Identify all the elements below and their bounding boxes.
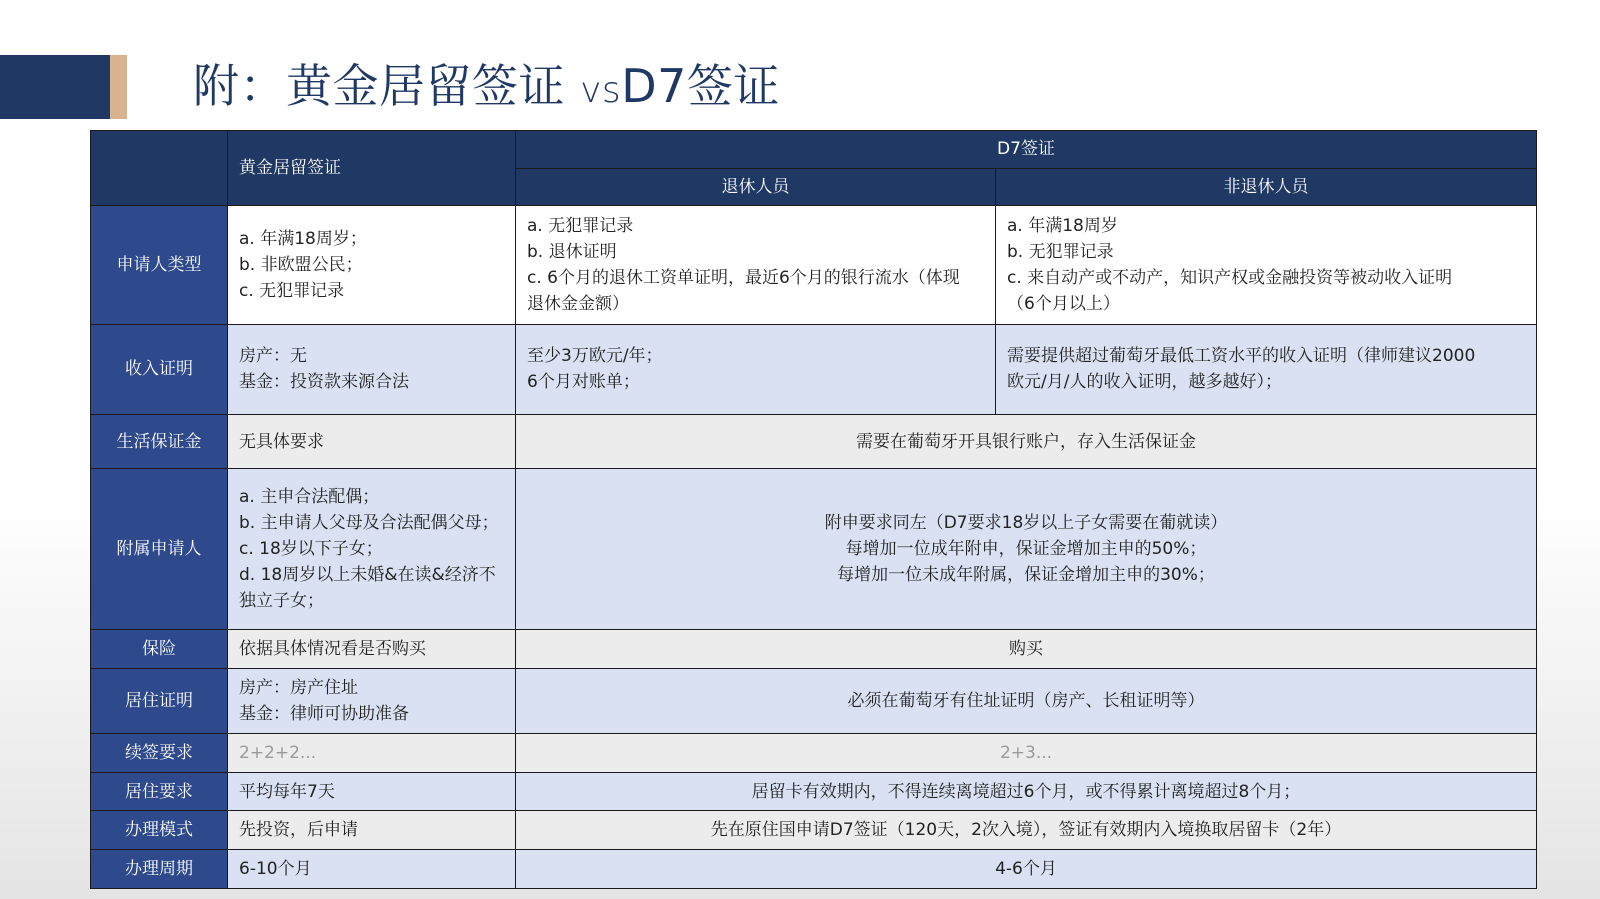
- text-line: 退休金金额）: [527, 293, 629, 314]
- row-deposit: [91, 415, 1537, 469]
- residence-proof-golden: [228, 668, 516, 733]
- header-non-retired: 非退休人员: [996, 168, 1537, 206]
- text-line: b. 退休证明: [527, 241, 617, 262]
- text-line: d. 18周岁以上未婚&在读&经济不: [239, 565, 496, 586]
- renewal-d7: 2+3...: [516, 734, 1537, 773]
- period-golden: 6-10个月: [228, 850, 516, 889]
- mode-d7: 先在原住国申请D7签证（120天，2次入境），签证有效期内入境换取居留卡（2年）: [516, 811, 1537, 850]
- text-line: c. 6个月的退休工资单证明，最近6个月的银行流水（体现: [527, 267, 960, 288]
- header-d7: D7签证: [516, 131, 1537, 169]
- text-line: 欧元/月/人的收入证明，越多越好）；: [1007, 372, 1282, 393]
- row-applicant: [91, 206, 1537, 324]
- title-prefix: 附：黄金居留签证: [193, 59, 565, 113]
- residence-proof-d7: 必须在葡萄牙有住址证明（房产、长租证明等）: [516, 668, 1537, 733]
- text-line: 至少3万欧元/年；: [527, 346, 663, 367]
- dependents-d7: [516, 469, 1537, 630]
- text-line: a. 年满18周岁；: [239, 228, 367, 249]
- text-line: 独立子女；: [239, 591, 324, 612]
- accent-bar-tan: [110, 55, 127, 119]
- row-insurance: [91, 630, 1537, 669]
- row-label-income: 收入证明: [91, 324, 228, 415]
- insurance-d7: 购买: [516, 630, 1537, 669]
- row-stay: [91, 772, 1537, 811]
- row-dependents: [91, 469, 1537, 630]
- applicant-golden: [228, 206, 516, 324]
- row-residence-proof: [91, 668, 1537, 733]
- header-row-1: [91, 131, 1537, 169]
- text-line: b. 非欧盟公民；: [239, 254, 363, 275]
- row-label-applicant: 申请人类型: [91, 206, 228, 324]
- row-label-period: 办理周期: [91, 850, 228, 889]
- row-period: [91, 850, 1537, 889]
- income-golden: [228, 324, 516, 415]
- deposit-d7: 需要在葡萄牙开具银行账户，存入生活保证金: [516, 415, 1537, 469]
- row-label-mode: 办理模式: [91, 811, 228, 850]
- text-line: 附申要求同左（D7要求18岁以上子女需要在葡就读）: [824, 513, 1228, 534]
- header-corner: [91, 131, 228, 206]
- row-income: [91, 324, 1537, 415]
- page-title: [193, 53, 780, 124]
- text-line: b. 无犯罪记录: [1007, 241, 1114, 262]
- header-retired: 退休人员: [516, 168, 996, 206]
- row-label-stay: 居住要求: [91, 772, 228, 811]
- row-label-dependents: 附属申请人: [91, 469, 228, 630]
- header-golden: 黄金居留签证: [228, 131, 516, 206]
- stay-golden: 平均每年7天: [228, 772, 516, 811]
- applicant-retired: [516, 206, 996, 324]
- text-line: c. 18岁以下子女；: [239, 539, 383, 560]
- accent-bar-blue: [0, 55, 110, 119]
- period-d7: 4-6个月: [516, 850, 1537, 889]
- text-line: c. 来自动产或不动产，知识产权或金融投资等被动收入证明: [1007, 267, 1453, 288]
- text-line: a. 无犯罪记录: [527, 215, 634, 236]
- insurance-golden: 依据具体情况看是否购买: [228, 630, 516, 669]
- text-line: 基金：投资款来源合法: [239, 372, 409, 393]
- income-non-retired: [996, 324, 1537, 415]
- comparison-table: [90, 130, 1537, 889]
- stay-d7: 居留卡有效期内，不得连续离境超过6个月，或不得累计离境超过8个月；: [516, 772, 1537, 811]
- text-line: 房产：无: [239, 346, 307, 367]
- text-line: 需要提供超过葡萄牙最低工资水平的收入证明（律师建议2000: [1007, 346, 1476, 367]
- row-renewal: [91, 734, 1537, 773]
- text-line: c. 无犯罪记录: [239, 280, 345, 301]
- text-line: 基金：律师可协助准备: [239, 703, 409, 724]
- deposit-golden: 无具体要求: [228, 415, 516, 469]
- text-line: b. 主申请人父母及合法配偶父母；: [239, 513, 499, 534]
- text-line: 每增加一位成年附申，保证金增加主申的50%；: [845, 539, 1207, 560]
- text-line: 6个月对账单；: [527, 372, 640, 393]
- title-suffix: D7签证: [621, 59, 780, 113]
- text-line: （6个月以上）: [1007, 293, 1120, 314]
- text-line: 每增加一位未成年附属，保证金增加主申的30%；: [837, 565, 1215, 586]
- applicant-non-retired: [996, 206, 1537, 324]
- renewal-golden: 2+2+2...: [228, 734, 516, 773]
- dependents-golden: [228, 469, 516, 630]
- title-vs: vs: [580, 70, 622, 111]
- mode-golden: 先投资，后申请: [228, 811, 516, 850]
- text-line: a. 年满18周岁: [1007, 215, 1118, 236]
- text-line: a. 主申合法配偶；: [239, 487, 380, 508]
- income-retired: [516, 324, 996, 415]
- text-line: 房产：房产住址: [239, 677, 358, 698]
- row-label-insurance: 保险: [91, 630, 228, 669]
- row-label-renewal: 续签要求: [91, 734, 228, 773]
- row-label-residence-proof: 居住证明: [91, 668, 228, 733]
- row-label-deposit: 生活保证金: [91, 415, 228, 469]
- row-mode: [91, 811, 1537, 850]
